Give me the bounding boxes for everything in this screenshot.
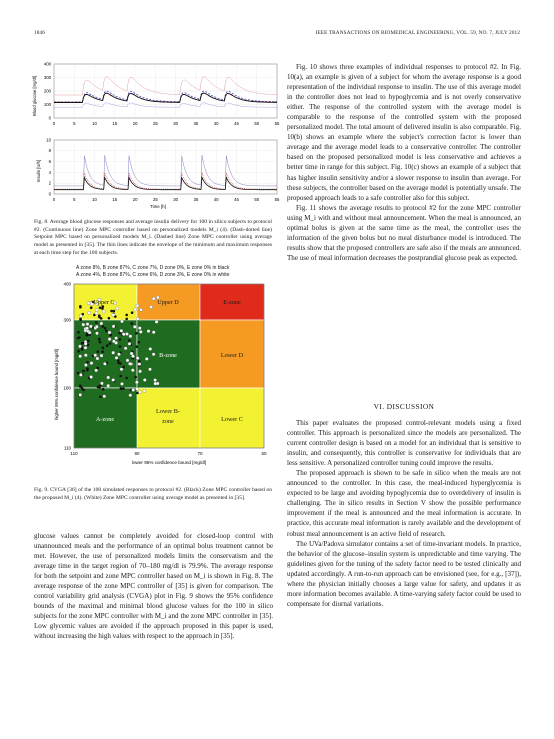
right-paragraph-5: The UVa/Padova simulator contains a set of time-invariant models. In practice, the behavior of the glucose–insulin system is unpredictable and time varying. The guidelines given for the tuning of the safety factor need to be tested clinically and updated accordingly. A run-to-run approach can be envisioned (see, for e.g., [37]), where the physician initially chooses a large value for safety, and updates it as more information becomes available. A time-varying safety factor could be used to compensate for diurnal variations. [287, 539, 521, 608]
cvga-point-white [84, 346, 87, 349]
cvga-point-white [125, 332, 128, 335]
fig8-bottom-ytick: 8 [48, 148, 51, 154]
cvga-point-black [138, 360, 141, 363]
cvga-point-white [148, 368, 151, 371]
fig8-top-xtick: 25 [152, 121, 158, 126]
cvga-point-white [112, 325, 115, 328]
fig8-top-ylabel: Blood glucose [mg/dl] [32, 75, 37, 116]
right-paragraph-4: The proposed approach is shown to be safe in silico when the meals are not announced to the controller. In this case, the meal-induced hyperglycemia is expected to be large and avoiding hypoglycemia due to overdelivery of insulin is challenging. The in silico results in Section V show the possible performance improvement if the meal is announced and the meal information is accurate. In practice, this accurate meal information is rarely available and the development of robust meal announcement is an active field of research. [287, 469, 521, 538]
fig8-top-xtick: 45 [234, 121, 239, 126]
cvga-point-white [116, 307, 119, 310]
fig9-ylabel: higher 95% confidence bound [mg/dl] [54, 349, 59, 420]
zone-label-a: A-zone [95, 416, 115, 423]
cvga-point-white [132, 388, 135, 391]
cvga-point-white [107, 384, 110, 387]
cvga-point-black [90, 306, 93, 309]
cvga-point-white [129, 394, 132, 397]
cvga-point-white [84, 342, 87, 345]
cvga-point-white [135, 387, 138, 390]
fig9-legend-line1: A zone 8%, B zone 87%, C zone 7%, D zone 0%, E zone 0% in black [76, 265, 230, 271]
cvga-point-white [149, 347, 152, 350]
page-number: 1846 [34, 30, 45, 36]
cvga-point-black [128, 339, 131, 342]
cvga-point-black [131, 322, 134, 325]
cvga-point-white [90, 375, 93, 378]
cvga-point-black [106, 344, 109, 347]
cvga-point-black [104, 327, 107, 330]
cvga-point-white [100, 322, 103, 325]
cvga-point-white [139, 330, 142, 333]
cvga-point-white [128, 362, 131, 365]
fig8-plots [28, 58, 283, 210]
fig8-top-xtick: 0 [52, 121, 56, 126]
cvga-point-white [133, 308, 136, 311]
fig9-ytick: 110 [63, 445, 71, 451]
cvga-point-white [79, 373, 82, 376]
fig8-bottom-ytick: 4 [48, 169, 51, 175]
cvga-point-black [86, 369, 89, 372]
cvga-point-black [81, 348, 84, 351]
cvga-point-black [138, 341, 141, 344]
cvga-point-black [108, 317, 111, 320]
cvga-point-white [120, 320, 123, 323]
cvga-point-white [108, 331, 111, 334]
zone-label-upper-c: Upper C [93, 299, 115, 306]
fig8-bottom-ytick: 0 [48, 191, 51, 197]
fig8-top-ytick: 400 [43, 61, 51, 67]
cvga-point-white [84, 354, 87, 357]
cvga-point-black [82, 370, 85, 373]
cvga-point-white [139, 308, 142, 311]
cvga-point-black [101, 325, 104, 328]
zone-label-lower-c: Lower C [221, 416, 243, 423]
right-column-text [287, 62, 521, 263]
fig9-xtick: 50 [261, 451, 267, 456]
cvga-point-white [138, 327, 141, 330]
fig8-top-xtick: 5 [73, 121, 76, 126]
cvga-point-white [84, 363, 87, 366]
cvga-point-black [120, 387, 123, 390]
cvga-point-white [152, 353, 155, 356]
fig8-top-xtick: 30 [173, 121, 179, 126]
section-title-discussion: VI. DISCUSSION [373, 402, 435, 411]
cvga-point-white [143, 389, 146, 392]
cvga-point-black [82, 389, 85, 392]
cvga-point-black [105, 330, 108, 333]
cvga-point-black [135, 332, 138, 335]
fig8-top-xtick: 10 [92, 121, 97, 126]
fig8-bottom-ytick: 10 [46, 137, 51, 143]
fig9-ytick: 180 [63, 385, 71, 391]
fig8-bottom-xtick: 40 [213, 197, 219, 202]
fig8-bottom-xtick: 0 [52, 197, 56, 202]
cvga-point-black [119, 345, 122, 348]
cvga-point-black [99, 396, 102, 399]
cvga-point-white [103, 362, 106, 365]
fig9-xtick: 70 [197, 451, 203, 456]
cvga-point-white [115, 337, 118, 340]
fig9-xlabel: lower 95% confidence bound [mg/dl] [131, 460, 207, 465]
cvga-point-white [95, 312, 98, 315]
cvga-point-white [126, 359, 129, 362]
right-paragraph-3: This paper evaluates the proposed control-relevant models using a fixed controller. This approach is personalized since the models are personalized. The current controller design is based on a model for an individual that is sensitive to insulin, and consequently, this controller is conservative for individuals that are less sensitive. A personalized controller tuning could improve the results. [287, 419, 521, 468]
cvga-point-black [102, 388, 105, 391]
cvga-point-black [98, 314, 101, 317]
cvga-point-white [82, 323, 85, 326]
cvga-point-white [87, 302, 90, 305]
cvga-point-white [95, 325, 98, 328]
cvga-point-black [100, 317, 103, 320]
cvga-point-white [133, 325, 136, 328]
cvga-point-white [124, 347, 127, 350]
fig8-caption: Fig. 8. Average blood glucose responses and average insulin delivery for 100 in silico subjects to protocol #2. (Continuous line) Zone MPC controller based on personalized models M_i (4). (Dash-dotted line) Setpoint MPC based on personalized models M_i. (Dashed line) Zone MPC controller using average model as presented in [35]. The thin lines indicate the envelope of the minimum and maximum responses at each time step for the 100 subjects. [34, 219, 272, 256]
cvga-point-white [139, 370, 142, 373]
cvga-point-black [79, 306, 82, 309]
cvga-point-black [110, 310, 113, 313]
cvga-point-white [143, 378, 146, 381]
fig8-bottom-xtick: 15 [112, 197, 118, 202]
cvga-point-black [98, 338, 101, 341]
fig8-bottom-xtick: 35 [193, 197, 199, 202]
cvga-point-black [99, 341, 102, 344]
cvga-point-black [113, 310, 116, 313]
left-paragraph-1: glucose values cannot be completely avoided for closed-loop control with unannounced meals and the performance of an optimal bolus treatment cannot be met. However, the use of personalized models limits the conservatism and the average time in the target region of 70–180 mg/dl is 79.9%. The average response for both the setpoint and zone MPC controller based on M_i is shown in Fig. 8. The average response of the zone MPC controller of [35] is given for comparison. The control variability grid analysis (CVGA) plot in Fig. 9 shows the 95% confidence bounds of the maximal and minimal blood glucose values for the 100 in silico subjects for the zone MPC controller with M_i and the zone MPC controller in [35]. Low glycemic values are avoided if the approach proposed in this paper is used, without increasing the high values with respect to the approach in [35]. [34, 532, 273, 641]
fig8-top-ytick: 0 [48, 115, 51, 121]
cvga-point-black [77, 331, 80, 334]
fig8-bottom-xtick: 20 [132, 197, 138, 202]
running-header: IEEE TRANSACTIONS ON BIOMEDICAL ENGINEERING, VOL. 59, NO. 7, JULY 2012 [315, 30, 520, 36]
cvga-point-white [120, 382, 123, 385]
cvga-point-black [77, 350, 80, 353]
fig8-bottom-ytick: 6 [48, 159, 51, 164]
cvga-point-white [88, 311, 91, 314]
cvga-point-black [82, 342, 85, 345]
cvga-point-white [136, 317, 139, 320]
cvga-point-white [79, 393, 82, 396]
cvga-point-white [90, 362, 93, 365]
cvga-point-black [119, 375, 122, 378]
cvga-point-black [109, 342, 112, 345]
cvga-point-white [138, 391, 141, 394]
cvga-point-white [152, 297, 155, 300]
cvga-point-black [95, 321, 98, 324]
fig9-xtick: 90 [134, 451, 140, 456]
fig8-bottom-xtick: 30 [173, 197, 179, 202]
right-paragraph-1: Fig. 10 shows three examples of individual responses to protocol #2. In Fig. 10(a), an example is given of a subject for whom the average response is a good representation of the individual response to insulin. The use of this average model in the controller does not lead to hypoglycemia and is not overly conservative either. The response of the controlled system with the average model is comparable to the response of the controlled system with the proposed personalized model. The total amount of delivered insulin is also comparable. Fig. 10(b) shows an example where the subject's correction factor is lower than average and the average model leads to a conservative controller. The controller based on the proposed personalized model is less conservative and achieves a better time in range for this subject. Fig. 10(c) shows an example of a subject that has higher insulin sensitivity and/or a slower response to insulin than average. For these subjects, the controller based on the average model is potentially unsafe. The proposed approach leads to a safe controller also for this subject. [287, 63, 521, 202]
cvga-point-white [86, 323, 89, 326]
cvga-point-white [155, 320, 158, 323]
cvga-point-white [120, 368, 123, 371]
cvga-point-white [130, 352, 133, 355]
cvga-point-black [79, 318, 82, 321]
zone-label-upper-d: Upper D [157, 299, 179, 306]
cvga-point-black [87, 340, 90, 343]
fig8-bottom-xtick: 25 [152, 197, 158, 202]
cvga-point-white [135, 381, 138, 384]
cvga-point-white [96, 357, 99, 360]
fig8-top-xtick: 50 [254, 121, 260, 126]
cvga-point-white [138, 363, 141, 366]
cvga-point-black [119, 338, 122, 341]
fig9-xtick: 110 [70, 451, 78, 456]
cvga-point-white [128, 342, 131, 345]
cvga-point-white [86, 327, 89, 330]
cvga-point-black [97, 386, 100, 389]
cvga-point-white [78, 345, 81, 348]
cvga-point-white [102, 310, 105, 313]
fig8-xlabel: Time [h] [150, 204, 166, 209]
cvga-point-white [120, 329, 123, 332]
cvga-point-white [89, 325, 92, 328]
cvga-point-black [117, 359, 120, 362]
fig8-bottom-plot [36, 137, 280, 209]
fig8-top-plot [32, 61, 280, 126]
right-paragraph-2: Fig. 11 shows the average results to protocol #2 for the zone MPC controller using M_i with and without meal announcement. When the meal is announced, an optimal bolus is given at the same time as the meal, the controller uses the information of the given bolus but no meal disturbance model is introduced. The results show that the proposed controllers are safe also if the meals are announced. The use of meal information decreases the postprandial glucose peak as expected. [287, 203, 521, 262]
cvga-point-white [107, 376, 110, 379]
cvga-point-black [136, 345, 139, 348]
cvga-point-white [129, 335, 132, 338]
cvga-point-white [112, 378, 115, 381]
cvga-point-white [108, 338, 111, 341]
cvga-point-white [94, 354, 97, 357]
cvga-point-black [122, 366, 125, 369]
cvga-point-white [145, 357, 148, 360]
cvga-point-black [78, 336, 81, 339]
fig8-top-ytick: 200 [43, 88, 51, 94]
cvga-point-white [122, 333, 125, 336]
cvga-point-white [95, 332, 98, 335]
cvga-point-white [131, 369, 134, 372]
cvga-point-black [125, 377, 128, 380]
cvga-point-black [101, 307, 104, 310]
cvga-point-white [117, 353, 120, 356]
cvga-point-white [150, 305, 153, 308]
cvga-point-black [101, 350, 104, 353]
fig8-bottom-ytick: 2 [48, 180, 51, 186]
fig8-top-xtick: 35 [193, 121, 199, 126]
cvga-point-white [112, 340, 115, 343]
cvga-point-black [109, 334, 112, 337]
cvga-point-black [86, 361, 89, 364]
fig8-bottom-xtick: 10 [92, 197, 97, 202]
right-column-text-2 [287, 418, 521, 609]
cvga-point-black [97, 351, 100, 354]
fig8-bottom-xtick: 5 [73, 197, 76, 202]
fig9-cvga-plot [34, 280, 274, 476]
cvga-point-white [152, 331, 155, 334]
cvga-point-white [112, 313, 115, 316]
fig8-top-xtick: 55 [274, 121, 280, 126]
left-column-text [34, 531, 273, 642]
fig8-top-xtick: 15 [112, 121, 118, 126]
fig9-ytick: 300 [63, 317, 71, 323]
cvga-point-black [134, 376, 137, 379]
cvga-point-black [99, 307, 102, 310]
fig8-bottom-xtick: 50 [254, 197, 260, 202]
cvga-point-white [154, 379, 157, 382]
cvga-point-white [115, 356, 118, 359]
fig8-top-xtick: 20 [132, 121, 138, 126]
cvga-point-white [100, 354, 103, 357]
cvga-point-white [79, 314, 82, 317]
cvga-point-white [95, 309, 98, 312]
cvga-point-black [131, 311, 134, 314]
cvga-point-white [103, 395, 106, 398]
cvga-point-white [136, 357, 139, 360]
zone-label-e: E-zone [223, 299, 241, 306]
zone-label-lower-d: Lower D [220, 352, 244, 359]
fig8-bottom-xtick: 45 [234, 197, 239, 202]
fig9-caption: Fig. 9. CVGA [36] of the 100 simulated responses to protocol #2. (Black) Zone MPC controller based on the proposed M_i (4). (White) Zone MPC controller using average model as presented in [35]. [34, 487, 272, 501]
cvga-point-black [125, 318, 128, 321]
cvga-point-white [136, 304, 139, 307]
cvga-point-black [77, 372, 80, 375]
fig8-top-ytick: 100 [43, 101, 51, 107]
zone-label-lower-b-2: zone [162, 418, 174, 425]
cvga-point-black [122, 387, 125, 390]
cvga-point-white [100, 382, 103, 385]
fig8-top-ytick: 300 [43, 74, 51, 80]
fig9-ytick: 400 [63, 281, 71, 287]
cvga-point-black [117, 362, 120, 365]
zone-label-lower-b-1: Lower B- [156, 408, 180, 415]
fig9-legend-line2: A zone 4%, B zone 87%, C zone 6%, D zone 3%, E zone 0% in white [76, 272, 230, 278]
cvga-point-white [112, 351, 115, 354]
cvga-point-black [102, 347, 105, 350]
fig8-bottom-xtick: 55 [274, 197, 280, 202]
cvga-point-black [125, 314, 128, 317]
cvga-point-white [147, 330, 150, 333]
cvga-point-white [95, 369, 98, 372]
cvga-point-white [154, 382, 157, 385]
cvga-point-black [86, 334, 89, 337]
zone-label-b: B-zone [159, 352, 177, 359]
fig8-bottom-ylabel: Insulin [U/h] [36, 159, 41, 182]
cvga-point-white [79, 355, 82, 358]
fig8-top-xtick: 40 [213, 121, 219, 126]
cvga-point-white [88, 331, 91, 334]
